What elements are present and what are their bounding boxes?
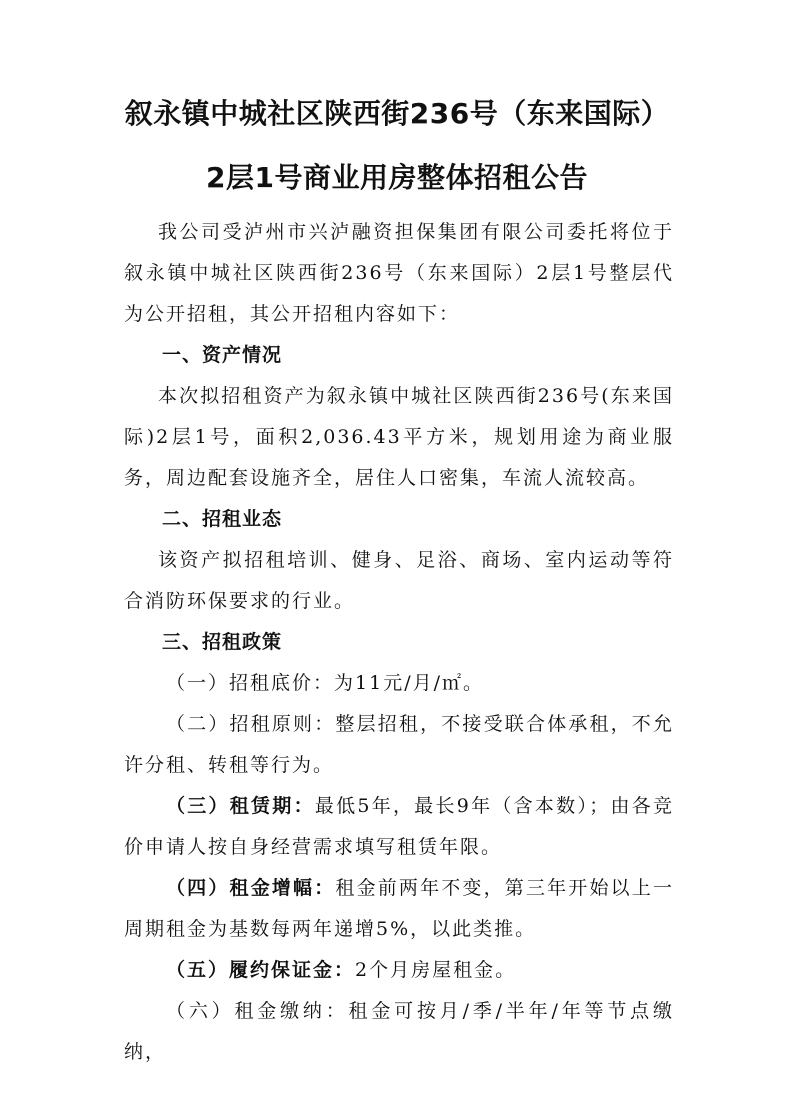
policy-item-text: 为11元/月/㎡。 (334, 672, 484, 694)
document-title-line-1: 叙永镇中城社区陕西街236号（东来国际） (124, 97, 670, 130)
policy-item-label: （三）租赁期： (166, 795, 315, 817)
policy-item-rent-increase (124, 868, 674, 950)
policy-item-deposit (124, 950, 674, 991)
section-text-business-type: 该资产拟招租培训、健身、足浴、商场、室内运动等符合消防环保要求的行业。 (124, 549, 674, 612)
section-text-assets: 本次拟招租资产为叙永镇中城社区陕西街236号(东来国际)2层1号，面积2,036.43平方米，规划用途为商业服务，周边配套设施齐全，居住人口密集，车流人流较高。 (124, 385, 674, 489)
policy-item-principle (124, 704, 674, 786)
policy-item-base-price (124, 663, 674, 704)
policy-item-text: 整层招租，不接受联合体承租，不允许分租、转租等行为。 (124, 713, 674, 776)
section-heading-assets: 一、资产情况 (162, 344, 283, 366)
policy-item-lease-term (124, 786, 674, 868)
section-heading-business-type: 二、招租业态 (162, 508, 283, 530)
policy-item-label: （五）履约保证金： (166, 959, 356, 981)
section-heading-policy: 三、招租政策 (162, 631, 283, 653)
policy-item-label: （一）招租底价： (166, 672, 335, 694)
document-title-line-2: 2层1号商业用房整体招租公告 (206, 161, 588, 194)
policy-item-label: （四）租金增幅： (166, 877, 336, 899)
intro-paragraph: 我公司受泸州市兴泸融资担保集团有限公司委托将位于叙永镇中城社区陕西街236号（东来国际）2层1号整层代为公开招租，其公开招租内容如下： (124, 221, 674, 325)
policy-item-text: 租金可按月/季/半年/年等节点缴纳， (124, 1000, 674, 1063)
document-body (124, 212, 674, 1073)
policy-item-label: （二）招租原则： (166, 713, 336, 735)
policy-item-label: （六）租金缴纳： (166, 1000, 349, 1022)
policy-item-rent-payment (124, 991, 674, 1073)
policy-item-text: 最低5年，最长9年（含本数）；由各竞价申请人按自身经营需求填写租赁年限。 (124, 795, 674, 858)
policy-item-text: 2个月房屋租金。 (355, 959, 517, 981)
policy-item-text: 租金前两年不变，第三年开始以上一周期租金为基数每两年递增5%，以此类推。 (124, 877, 674, 940)
